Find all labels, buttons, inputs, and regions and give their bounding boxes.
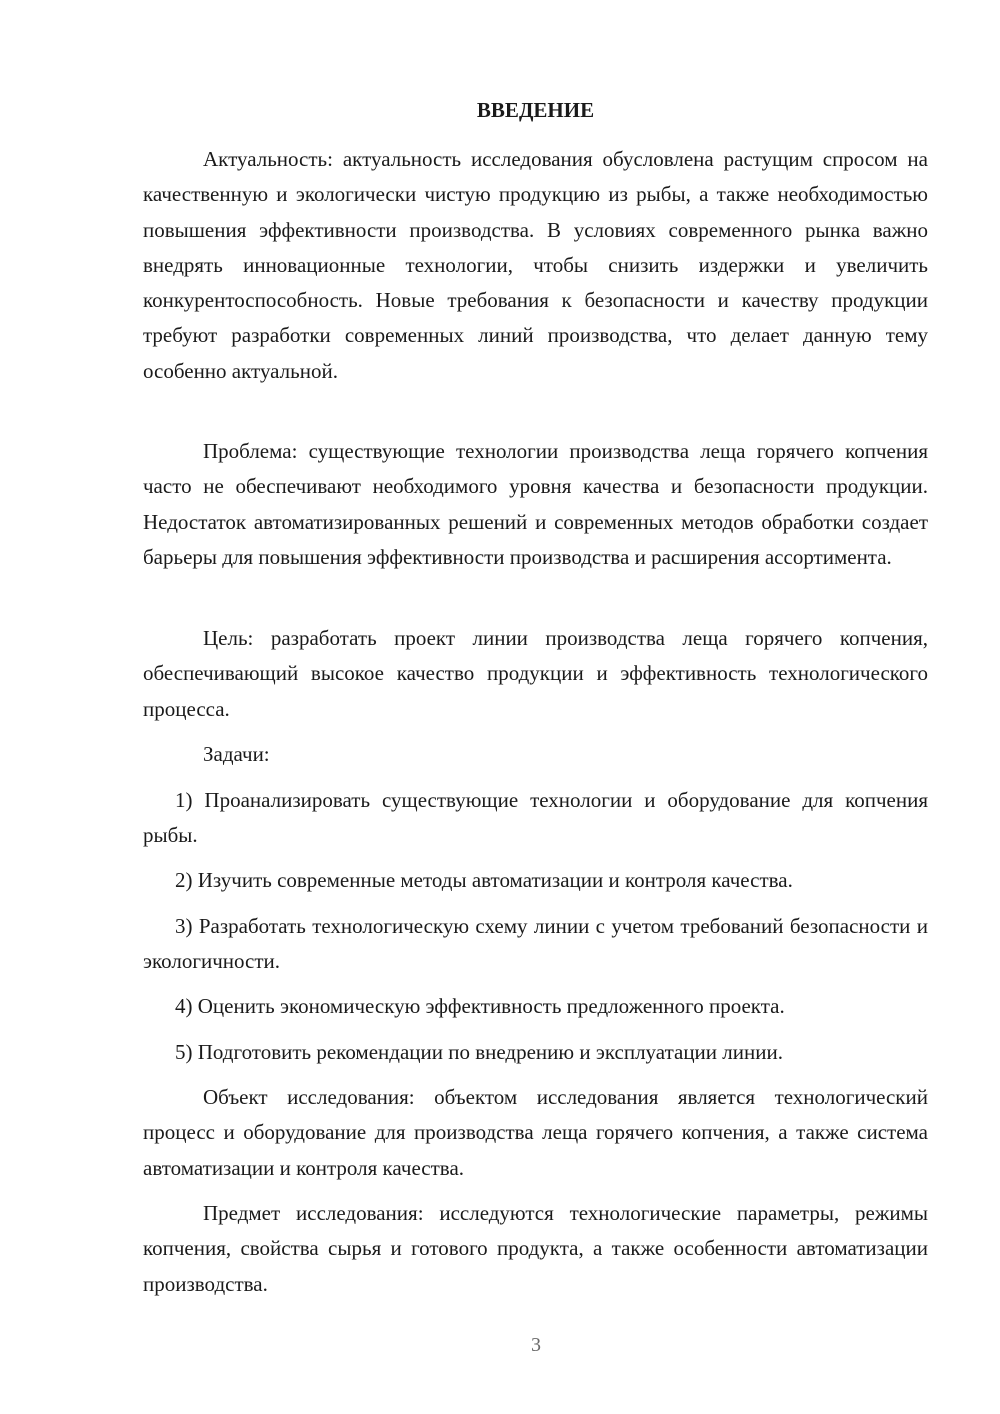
- paragraph-subject: Предмет исследования: исследуются технологические параметры, режимы копчения, свойства сырья и готового продукта, а также особенности автоматизации производства.: [143, 1201, 928, 1296]
- tasks-heading: Задачи:: [203, 742, 270, 766]
- task-item: 1) Проанализировать существующие технологии и оборудование для копчения рыбы.: [143, 788, 928, 848]
- paragraph-relevance: Актуальность: актуальность исследования обусловлена растущим спросом на качественную и экологически чистую продукцию из рыбы, а также необходимостью повышения эффективности производства. В условиях современного рынка важно внедрять инновационные технологии, чтобы снизить издержки и увеличить конкурентоспособность. Новые требования к безопасности и качеству продукции требуют разработки современных линий производства, что делает данную тему особенно актуальной.: [143, 147, 928, 383]
- paragraph-goal: Цель: разработать проект линии производства леща горячего копчения, обеспечивающий высокое качество продукции и эффективность технологического процесса.: [143, 626, 928, 721]
- page-number: 3: [531, 1334, 541, 1356]
- task-item: 5) Подготовить рекомендации по внедрению и эксплуатации линии.: [175, 1040, 783, 1064]
- paragraph-object: Объект исследования: объектом исследования является технологический процесс и оборудование для производства леща горячего копчения, а также система автоматизации и контроля качества.: [143, 1085, 928, 1180]
- task-item: 4) Оценить экономическую эффективность предложенного проекта.: [175, 994, 785, 1018]
- task-item: 2) Изучить современные методы автоматизации и контроля качества.: [175, 868, 793, 892]
- task-item: 3) Разработать технологическую схему линии с учетом требований безопасности и экологичности.: [143, 914, 928, 974]
- paragraph-problem: Проблема: существующие технологии производства леща горячего копчения часто не обеспечивают необходимого уровня качества и безопасности продукции. Недостаток автоматизированных решений и современных методов обработки создает барьеры для повышения эффективности производства и расширения ассортимента.: [143, 439, 928, 569]
- page-title: ВВЕДЕНИЕ: [476, 98, 595, 122]
